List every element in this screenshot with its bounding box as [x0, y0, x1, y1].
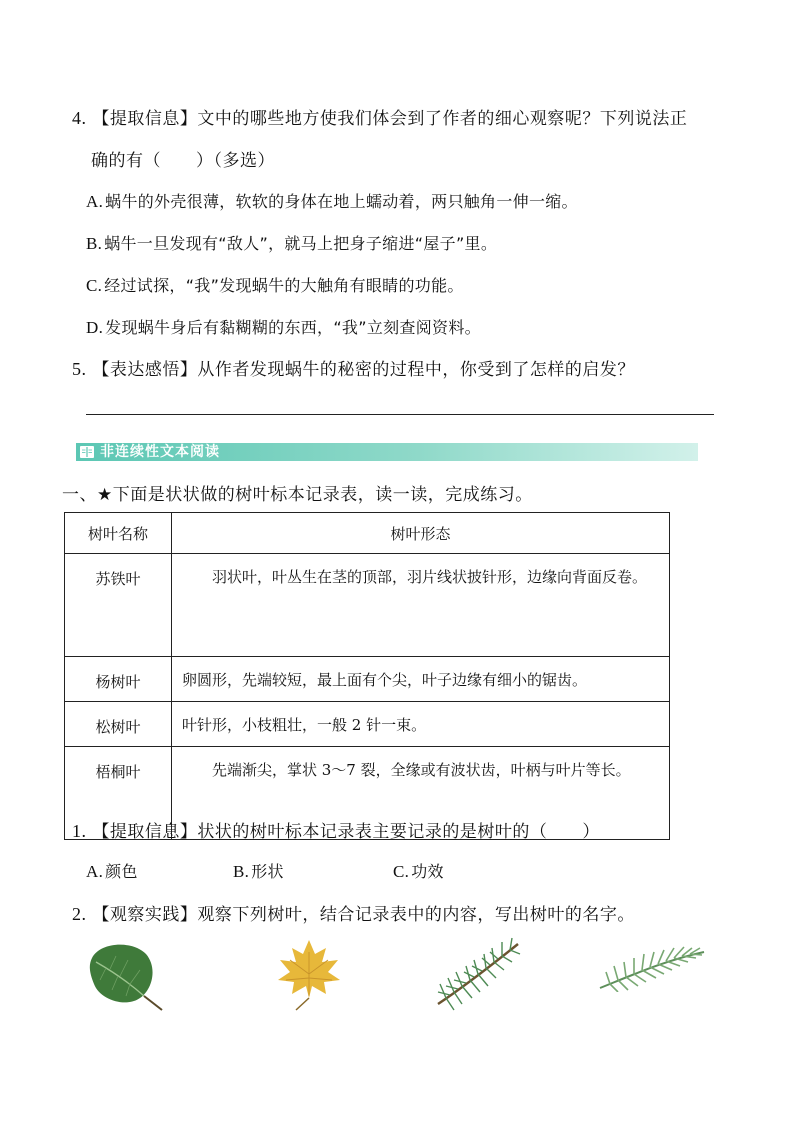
- row-name: 松树叶: [65, 702, 172, 747]
- poplar-leaf-icon: [86, 938, 168, 1012]
- question-5-number: 5.: [72, 359, 87, 379]
- part-question-2: [72, 900, 635, 925]
- row-desc: 叶针形，小枝粗壮，一般 2 针一束。: [172, 702, 670, 747]
- part-question-2-stem: 【观察实践】观察下列树叶，结合记录表中的内容，写出树叶的名字。: [92, 905, 635, 925]
- part-question-2-number: 2.: [72, 904, 87, 924]
- maple-leaf-icon: [268, 938, 350, 1012]
- row-desc: 羽状叶，叶丛生在茎的顶部，羽片线状披针形，边缘向背面反卷。: [172, 554, 670, 657]
- option-4d[interactable]: D. 发现蜗牛身后有黏糊糊的东西，“我”立刻查阅资料。: [86, 318, 481, 337]
- cycad-frond-icon: [596, 942, 708, 992]
- part-question-1: [72, 817, 600, 842]
- part-1-intro: 一、★下面是状状做的树叶标本记录表，读一读，完成练习。: [62, 485, 533, 505]
- row-desc: 先端渐尖，掌状 3～7 裂，全缘或有波状齿，叶柄与叶片等长。: [172, 747, 670, 840]
- book-icon: [80, 446, 94, 458]
- header-leaf-name: 树叶名称: [65, 513, 172, 554]
- header-leaf-form: 树叶形态: [172, 513, 670, 554]
- question-4-number: 4.: [72, 108, 87, 128]
- option-1a[interactable]: A. 颜色: [86, 862, 138, 881]
- question-5-stem: 【表达感悟】从作者发现蜗牛的秘密的过程中，你受到了怎样的启发？: [92, 360, 635, 380]
- table-row: [65, 657, 670, 702]
- table-row: [65, 554, 670, 657]
- leaf-record-table: [64, 512, 670, 840]
- option-4c[interactable]: C. 经过试探，“我”发现蜗牛的大触角有眼睛的功能。: [86, 276, 464, 295]
- answer-line[interactable]: [86, 414, 714, 415]
- question-4-line1: [72, 104, 687, 129]
- part-question-1-stem: 【提取信息】状状的树叶标本记录表主要记录的是树叶的（ ）: [92, 822, 600, 842]
- row-name: 杨树叶: [65, 657, 172, 702]
- option-1b[interactable]: B. 形状: [233, 862, 284, 881]
- section-title: 非连续性文本阅读: [100, 444, 220, 460]
- question-4-line2: 确的有（ ）（多选）: [91, 151, 275, 171]
- row-name: 苏铁叶: [65, 554, 172, 657]
- row-desc: 卵圆形，先端较短，最上面有个尖，叶子边缘有细小的锯齿。: [172, 657, 670, 702]
- part-question-1-number: 1.: [72, 821, 87, 841]
- option-1c[interactable]: C. 功效: [393, 862, 444, 881]
- option-4b[interactable]: B. 蜗牛一旦发现有“敌人”，就马上把身子缩进“屋子”里。: [86, 234, 498, 253]
- question-5: [72, 355, 635, 380]
- table-header-row: [65, 513, 670, 554]
- question-4-stem: 【提取信息】文中的哪些地方使我们体会到了作者的细心观察呢？下列说法正: [92, 109, 688, 129]
- option-4a[interactable]: A. 蜗牛的外壳很薄，软软的身体在地上蠕动着，两只触角一伸一缩。: [86, 192, 578, 211]
- table-row: [65, 702, 670, 747]
- section-banner: [76, 443, 698, 461]
- row-name: 梧桐叶: [65, 747, 172, 840]
- pine-branch-icon: [432, 936, 524, 1012]
